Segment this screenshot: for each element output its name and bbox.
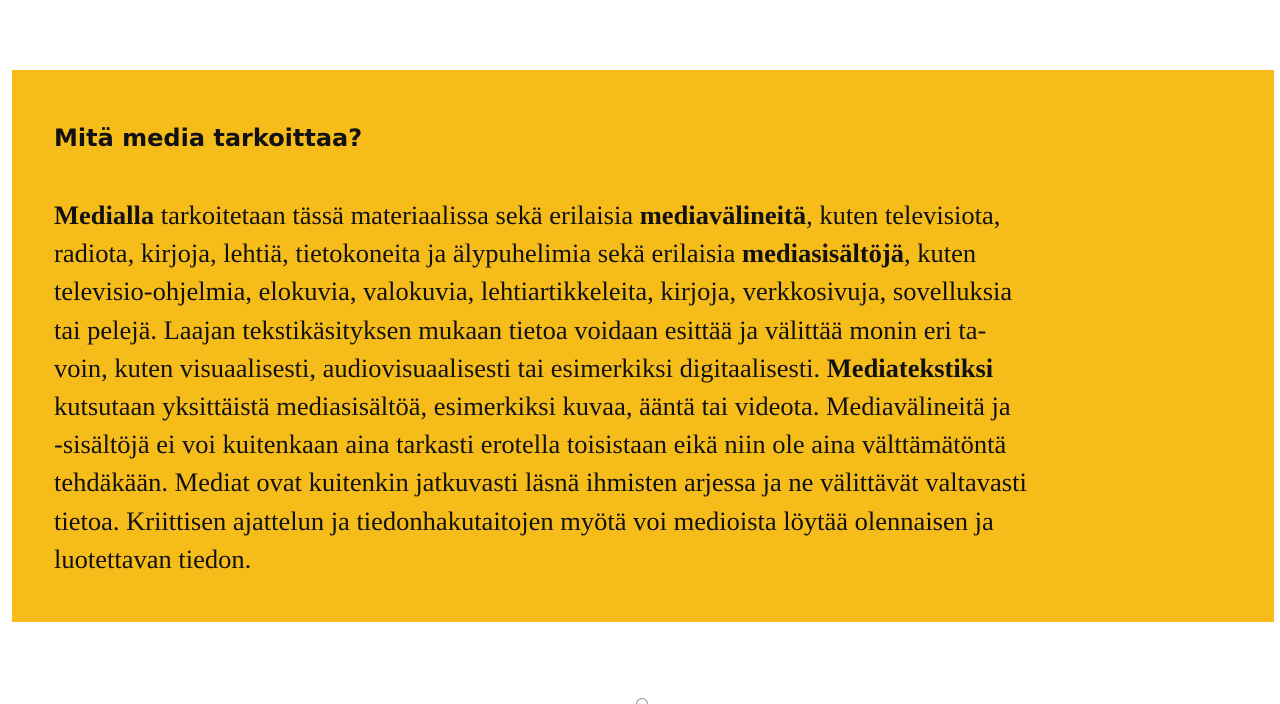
term-mediatekstiksi: Mediatekstiksi — [826, 352, 994, 383]
body-line: tai pelejä. Laajan tekstikäsityksen mukaan tietoa voidaan esittää ja välittää monin eri ta- — [54, 314, 987, 345]
body-line: tehdäkään. Mediat ovat kuitenkin jatkuvasti läsnä ihmisten arjessa ja ne välittävät valtavasti — [54, 467, 1027, 498]
body-line: televisio-ohjelmia, elokuvia, valokuvia, lehtiartikkeleita, kirjoja, verkkosivuja, sovelluksia — [54, 276, 1013, 307]
body-line: kutsutaan yksittäistä mediasisältöä, esimerkiksi kuvaa, ääntä tai videota. Mediavälineitä ja — [54, 391, 1011, 422]
body-line — [54, 234, 1234, 272]
body-text: tarkoitetaan tässä materiaalissa sekä erilaisia — [154, 200, 640, 230]
term-mediavalineita: mediavälineitä — [639, 200, 807, 230]
info-box — [12, 70, 1274, 622]
body-text: voin, kuten visuaalisesti, audiovisuaalisesti tai esimerkiksi digitaalisesti. — [54, 352, 827, 383]
body-text: radiota, kirjoja, lehtiä, tietokoneita ja älypuhelimia sekä erilaisia — [54, 238, 743, 269]
body-line: tietoa. Kriittisen ajattelun ja tiedonhakutaitojen myötä voi medioista löytää olennaisen ja — [54, 505, 994, 536]
body-line: luotettavan tiedon. — [54, 543, 252, 574]
body-text: , kuten — [903, 238, 977, 269]
term-mediasisaltoja: mediasisältöjä — [742, 238, 904, 269]
info-box-title: Mitä media tarkoittaa? — [54, 124, 363, 152]
info-box-body — [54, 196, 1234, 578]
page-marker-icon — [636, 698, 648, 704]
body-line: -sisältöjä ei voi kuitenkaan aina tarkasti erotella toisistaan eikä niin ole aina välttämätöntä — [54, 429, 1007, 460]
body-text: , kuten televisiota, — [806, 200, 1001, 230]
term-medialla: Medialla — [54, 200, 155, 230]
body-line — [54, 196, 1234, 234]
body-line — [54, 349, 1234, 387]
